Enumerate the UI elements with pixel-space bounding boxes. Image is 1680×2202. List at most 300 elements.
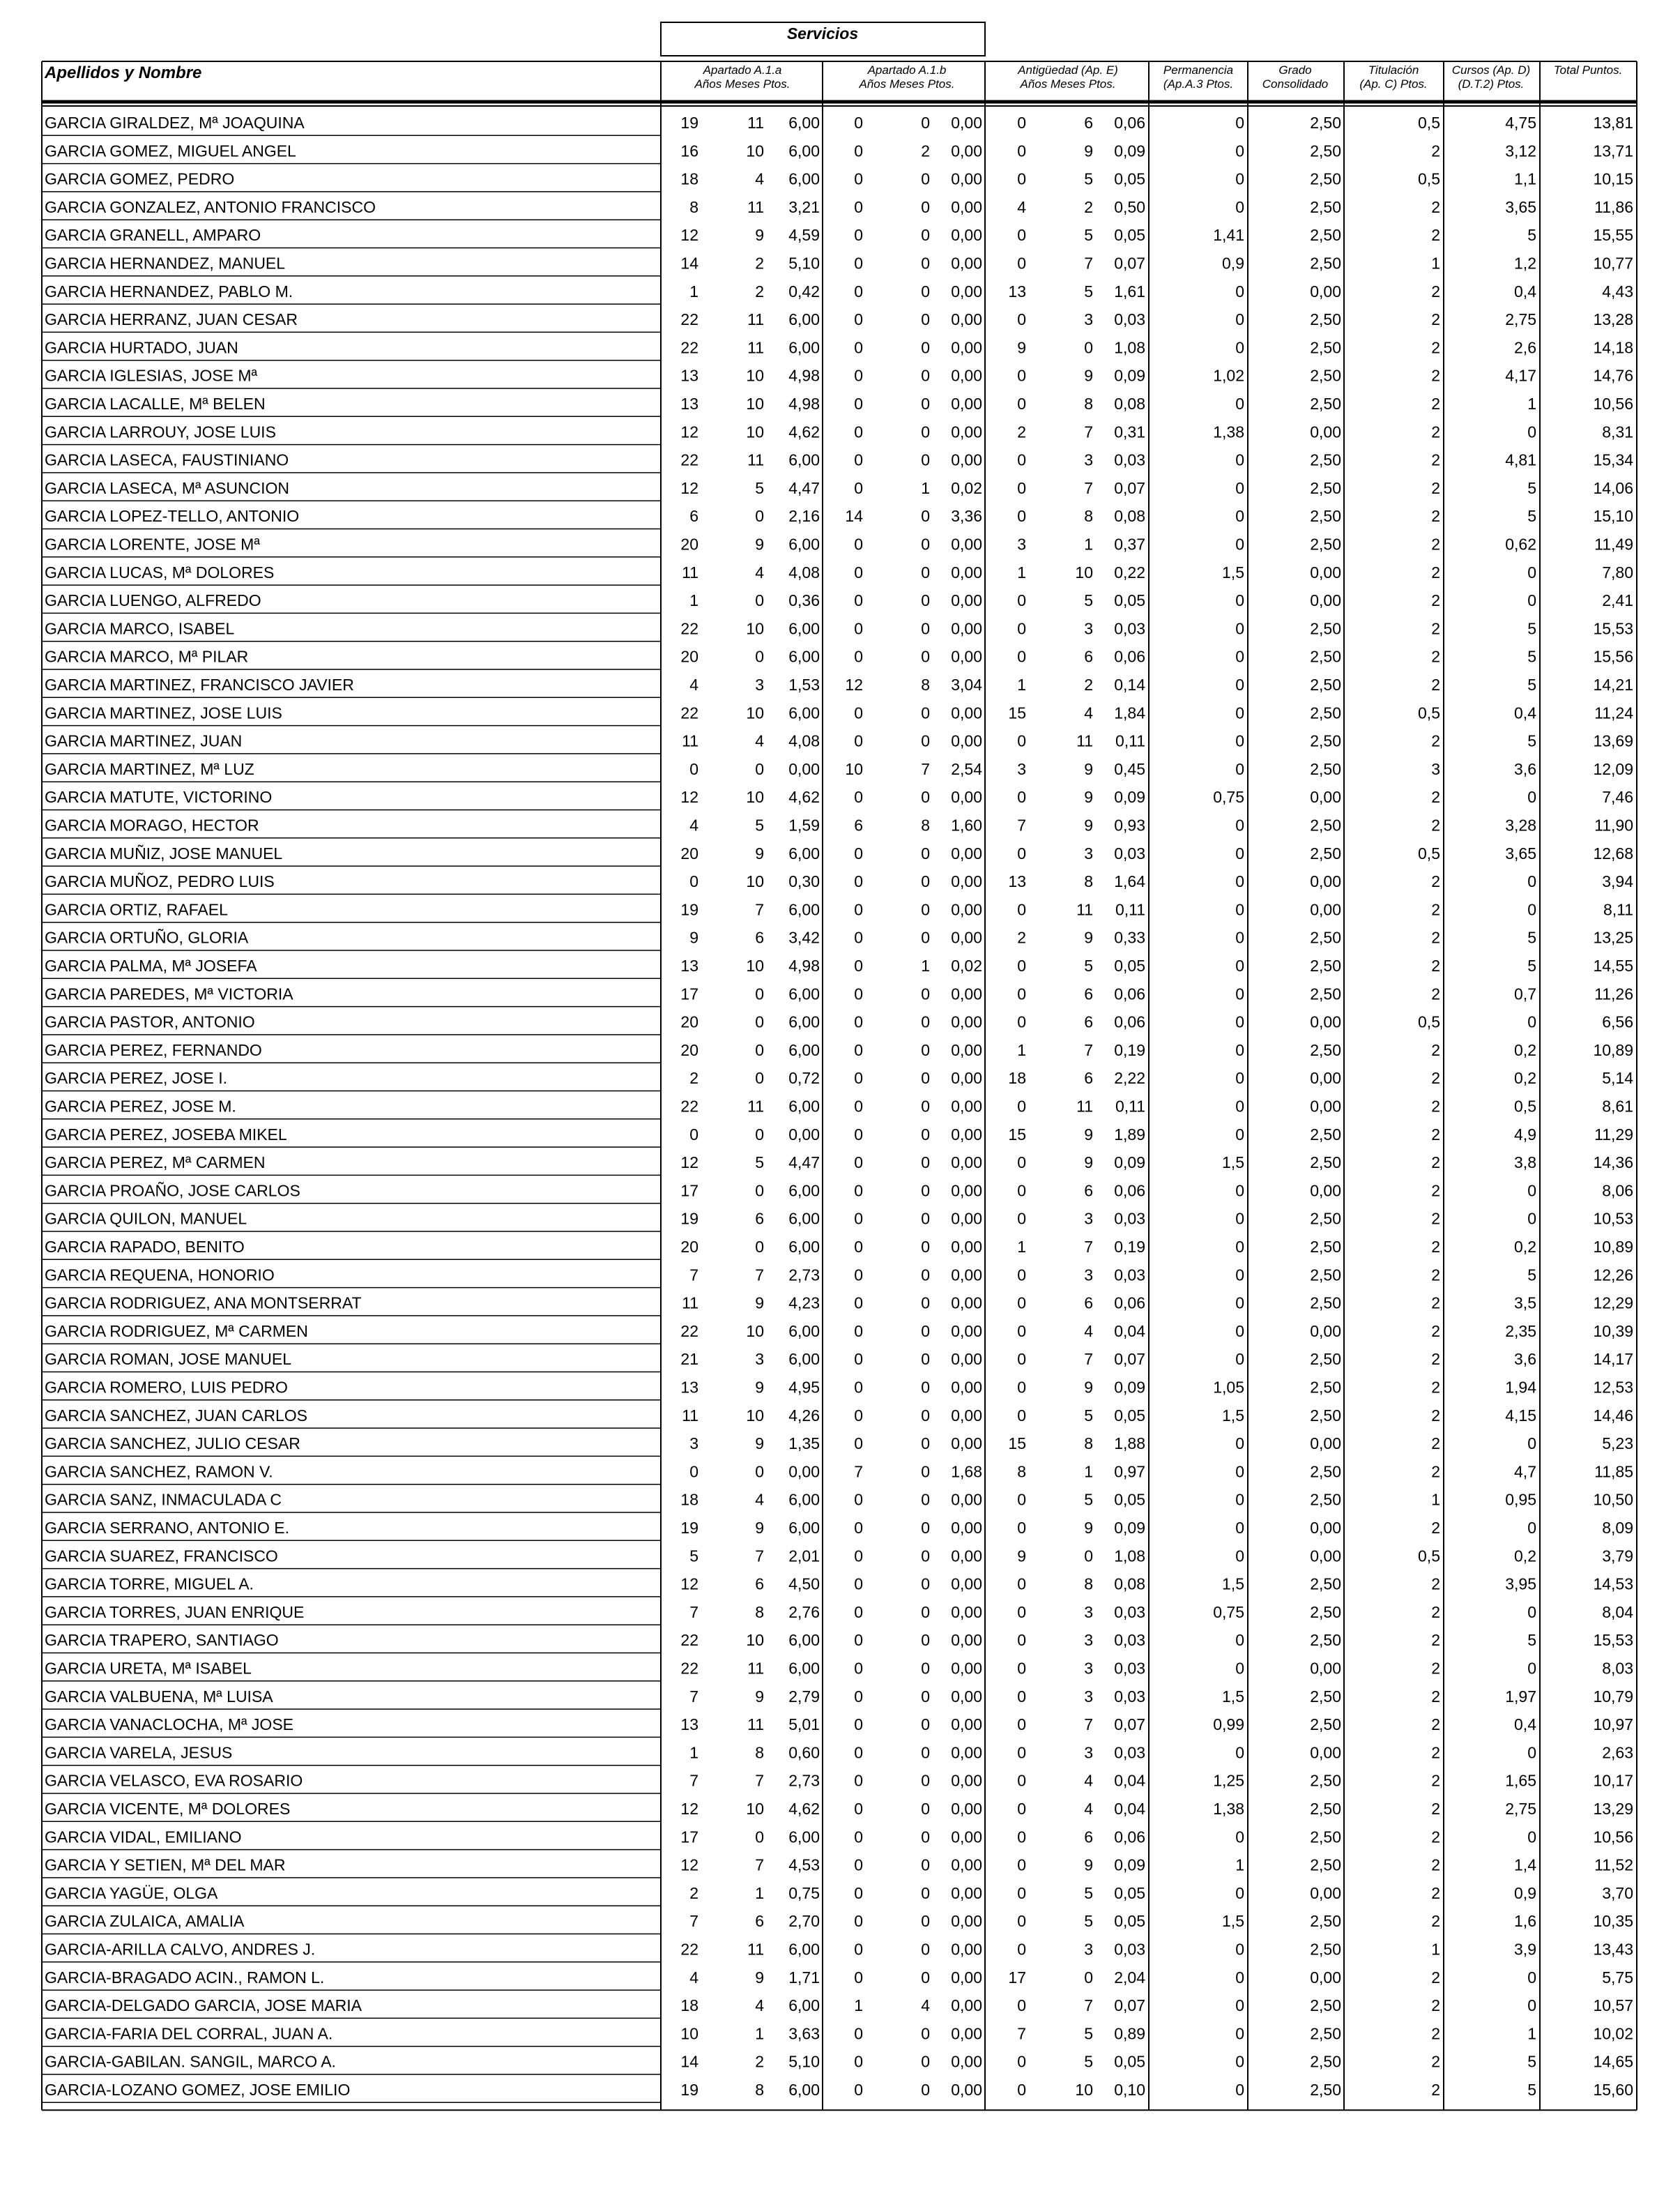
row-value: 0: [854, 395, 863, 413]
row-value: 2: [1431, 1153, 1440, 1172]
row-value: 0: [921, 1547, 930, 1565]
row-value: 0,00: [951, 1547, 982, 1565]
row-value: 11: [747, 197, 764, 216]
row-value: 0: [755, 1040, 764, 1059]
row-value: 0,06: [1114, 1181, 1145, 1200]
row-value: 2,50: [1310, 844, 1341, 863]
row-value: 6,00: [788, 450, 820, 469]
table-row: [42, 1041, 1633, 1063]
row-value: 0: [854, 1209, 863, 1228]
row-value: 0: [921, 2052, 930, 2071]
row-value: 0,00: [1310, 1968, 1341, 1987]
row-value: 2,50: [1310, 1602, 1341, 1621]
row-name: GARCIA MARTINEZ, FRANCISCO JAVIER: [45, 676, 354, 694]
row-value: 2,50: [1310, 114, 1341, 132]
row-value: 18: [680, 1996, 698, 2015]
row-value: 0,08: [1114, 395, 1145, 413]
row-value: 3: [1084, 1743, 1093, 1762]
row-name: GARCIA HERNANDEZ, PABLO M.: [45, 282, 293, 301]
row-value: 1,53: [788, 676, 820, 694]
row-value: 0: [1235, 2024, 1244, 2043]
row-value: 0: [921, 1153, 930, 1172]
row-value: 2: [1431, 310, 1440, 329]
row-value: 5: [1527, 1631, 1536, 1650]
row-value: 14,53: [1593, 1574, 1633, 1593]
row-value: 0: [1017, 478, 1026, 497]
row-value: 3,8: [1514, 1153, 1536, 1172]
row-value: 3: [1084, 1940, 1093, 1959]
row-value: 2: [1431, 676, 1440, 694]
table-row: [42, 1181, 1633, 1203]
row-value: 3,63: [788, 2024, 820, 2043]
row-value: 0: [921, 619, 930, 638]
row-value: 0,06: [1114, 1293, 1145, 1312]
row-value: 2: [1431, 197, 1440, 216]
row-value: 10: [746, 1631, 764, 1650]
row-value: 0,09: [1114, 788, 1145, 807]
row-value: 5: [1527, 226, 1536, 245]
row-value: 0: [1017, 1883, 1026, 1902]
row-value: 9: [1084, 1125, 1093, 1144]
row-value: 1,64: [1114, 872, 1145, 891]
row-value: 11,26: [1594, 985, 1633, 1003]
row-name: GARCIA SANCHEZ, JUAN CARLOS: [45, 1406, 308, 1425]
row-value: 4,59: [788, 226, 820, 245]
row-value: 6,00: [788, 535, 820, 554]
row-value: 0,09: [1114, 142, 1145, 160]
row-value: 2: [1431, 2024, 1440, 2043]
row-value: 0: [1017, 1996, 1026, 2015]
row-value: 0: [689, 1125, 698, 1144]
row-value: 0: [689, 1462, 698, 1481]
row-value: 6,00: [788, 985, 820, 1003]
row-value: 14,76: [1593, 366, 1633, 385]
row-value: 0: [1017, 395, 1026, 413]
row-value: 0: [921, 450, 930, 469]
row-value: 5: [755, 1153, 764, 1172]
table-row: [42, 1238, 1633, 1259]
row-value: 0: [854, 1238, 863, 1256]
row-value: 5: [1527, 1266, 1536, 1284]
row-value: 10,02: [1593, 2024, 1633, 2043]
row-value: 2: [1431, 2052, 1440, 2071]
row-value: 14,65: [1593, 2052, 1633, 2071]
row-value: 8,11: [1603, 900, 1633, 919]
row-value: 0: [921, 1659, 930, 1678]
row-value: 0: [1017, 1940, 1026, 1959]
row-value: 6: [1084, 1069, 1093, 1088]
row-value: 1: [921, 957, 930, 975]
row-value: 5: [1527, 928, 1536, 947]
row-value: 1,41: [1213, 226, 1244, 245]
row-value: 2: [1431, 928, 1440, 947]
row-value: 0: [854, 1153, 863, 1172]
row-value: 2,50: [1310, 366, 1341, 385]
row-value: 0,00: [951, 1406, 982, 1425]
row-value: 1: [1084, 1462, 1093, 1481]
row-value: 0: [854, 1715, 863, 1734]
row-value: 0,00: [1310, 1181, 1341, 1200]
servicios-header: Servicios: [786, 24, 859, 43]
row-value: 0: [1235, 1097, 1244, 1116]
row-value: 2: [1431, 1602, 1440, 1621]
row-value: 2,73: [788, 1771, 820, 1790]
row-name: GARCIA LARROUY, JOSE LUIS: [45, 423, 276, 441]
row-value: 0: [921, 900, 930, 919]
row-value: 1,71: [788, 1968, 820, 1987]
row-value: 6: [755, 1912, 764, 1931]
row-value: 0: [854, 226, 863, 245]
row-value: 2: [1431, 1378, 1440, 1397]
row-value: 5: [1084, 591, 1093, 610]
row-value: 2,6: [1514, 338, 1536, 357]
row-value: 0,07: [1114, 254, 1145, 273]
total-header: Total Puntos.: [1553, 63, 1623, 77]
row-value: 0,00: [1310, 1097, 1341, 1116]
row-value: 15: [1008, 1434, 1026, 1453]
cursos-header-line2: (D.T.2) Ptos.: [1458, 77, 1525, 91]
row-value: 19: [680, 900, 698, 919]
row-value: 6,00: [788, 1350, 820, 1369]
row-value: 22: [680, 1659, 698, 1678]
row-value: 0: [1017, 169, 1026, 188]
row-value: 0: [854, 1040, 863, 1059]
table-row: [42, 170, 1633, 192]
row-value: 2,50: [1310, 226, 1341, 245]
table-row: [42, 1996, 1633, 2018]
row-value: 2: [1431, 1912, 1440, 1931]
grado-header-line2: Consolidado: [1262, 77, 1329, 91]
row-value: 0: [854, 1378, 863, 1397]
row-value: 6,00: [788, 1659, 820, 1678]
row-value: 6: [1084, 1828, 1093, 1846]
row-value: 1,97: [1505, 1687, 1536, 1706]
row-value: 7: [689, 1266, 698, 1284]
row-value: 2,70: [788, 1912, 820, 1931]
row-value: 0,00: [1310, 423, 1341, 441]
row-value: 0,05: [1114, 1912, 1145, 1931]
table-row: [42, 2053, 1633, 2074]
row-value: 2,50: [1310, 759, 1341, 778]
row-value: 6,00: [788, 310, 820, 329]
table-row: [42, 1884, 1633, 1906]
row-value: 11: [747, 450, 764, 469]
row-value: 2: [1431, 1406, 1440, 1425]
row-value: 7: [1084, 1238, 1093, 1256]
row-value: 0: [1235, 985, 1244, 1003]
row-value: 2: [1431, 1097, 1440, 1116]
row-value: 0,33: [1114, 928, 1145, 947]
row-value: 0: [854, 1631, 863, 1650]
row-value: 0,04: [1114, 1321, 1145, 1340]
row-value: 3,70: [1602, 1883, 1633, 1902]
row-value: 0,2: [1514, 1238, 1536, 1256]
row-value: 5: [1527, 619, 1536, 638]
row-value: 4: [921, 1996, 930, 2015]
row-value: 0: [921, 1602, 930, 1621]
table-row: [42, 479, 1633, 501]
row-value: 0,00: [951, 1940, 982, 1959]
row-value: 10: [746, 788, 764, 807]
row-value: 0,72: [788, 1069, 820, 1088]
row-name: GARCIA-LOZANO GOMEZ, JOSE EMILIO: [45, 2081, 351, 2099]
row-value: 15,60: [1593, 2081, 1633, 2099]
row-value: 0,00: [951, 535, 982, 554]
row-value: 0: [1235, 844, 1244, 863]
row-value: 3: [1084, 1659, 1093, 1678]
row-value: 0: [854, 114, 863, 132]
row-name: GARCIA LORENTE, JOSE Mª: [45, 535, 260, 554]
row-value: 2: [1431, 1181, 1440, 1200]
row-value: 2: [1431, 1462, 1440, 1481]
table-row: [42, 1800, 1633, 1821]
table-row: [42, 1743, 1633, 1765]
table-row: [42, 423, 1633, 444]
row-value: 6: [1084, 1293, 1093, 1312]
row-value: 10,15: [1593, 169, 1633, 188]
row-value: 2: [1431, 395, 1440, 413]
row-name: GARCIA PASTOR, ANTONIO: [45, 1012, 255, 1031]
row-value: 2,50: [1310, 731, 1341, 750]
row-value: 0: [921, 226, 930, 245]
row-value: 0,00: [788, 1462, 820, 1481]
table-row: [42, 1125, 1633, 1147]
table-row: [42, 704, 1633, 725]
row-value: 11: [747, 338, 764, 357]
row-value: 12: [680, 423, 698, 441]
row-value: 2,79: [788, 1687, 820, 1706]
row-value: 0: [1235, 1181, 1244, 1200]
row-value: 14: [680, 2052, 698, 2071]
row-value: 8: [1084, 1434, 1093, 1453]
row-value: 0: [921, 1238, 930, 1256]
row-value: 9: [755, 844, 764, 863]
row-name: GARCIA ORTIZ, RAFAEL: [45, 900, 228, 919]
row-value: 0: [854, 338, 863, 357]
row-value: 0: [921, 731, 930, 750]
row-value: 2,50: [1310, 1771, 1341, 1790]
row-value: 11: [682, 563, 698, 582]
row-value: 7: [1084, 423, 1093, 441]
row-value: 2,50: [1310, 395, 1341, 413]
row-value: 2,50: [1310, 310, 1341, 329]
row-value: 0,00: [951, 731, 982, 750]
row-value: 1,25: [1213, 1771, 1244, 1790]
row-value: 4,98: [788, 957, 820, 975]
row-value: 4,47: [788, 478, 820, 497]
row-value: 5,10: [788, 2052, 820, 2071]
row-value: 0,00: [951, 704, 982, 722]
row-value: 17: [680, 1181, 698, 1200]
permanencia-header-line2: (Ap.A.3 Ptos.: [1163, 77, 1234, 91]
row-value: 2: [755, 282, 764, 301]
row-value: 1: [1235, 1855, 1244, 1874]
row-value: 2,50: [1310, 704, 1341, 722]
row-value: 0: [689, 872, 698, 891]
row-value: 0,5: [1418, 704, 1440, 722]
row-value: 0: [1527, 1996, 1536, 2015]
row-value: 0,00: [951, 1996, 982, 2015]
row-value: 0: [1017, 591, 1026, 610]
table-row: [42, 395, 1633, 416]
row-name: GARCIA GOMEZ, PEDRO: [45, 169, 235, 188]
row-value: 2: [1431, 226, 1440, 245]
row-value: 0: [1235, 1968, 1244, 1987]
row-value: 16: [680, 142, 698, 160]
row-value: 11,49: [1594, 535, 1633, 554]
row-value: 0: [1017, 507, 1026, 526]
row-value: 0: [1527, 563, 1536, 582]
row-value: 0,09: [1114, 1153, 1145, 1172]
row-value: 0: [1527, 591, 1536, 610]
row-value: 0: [1527, 788, 1536, 807]
row-value: 5: [1527, 478, 1536, 497]
row-value: 0,03: [1114, 1687, 1145, 1706]
row-name: GARCIA SANCHEZ, RAMON V.: [45, 1462, 273, 1481]
row-value: 0: [854, 197, 863, 216]
row-value: 2: [1431, 1743, 1440, 1762]
row-value: 0: [1017, 1715, 1026, 1734]
table-row: [42, 648, 1633, 669]
table-row: [42, 1294, 1633, 1316]
row-name: GARCIA MUÑOZ, PEDRO LUIS: [45, 872, 275, 891]
row-name: GARCIA MARCO, ISABEL: [45, 619, 235, 638]
row-value: 2: [1431, 591, 1440, 610]
row-value: 0,00: [951, 1069, 982, 1088]
row-name: GARCIA LACALLE, Mª BELEN: [45, 395, 266, 413]
row-value: 9: [1084, 142, 1093, 160]
row-value: 3: [1017, 535, 1026, 554]
row-value: 4,62: [788, 788, 820, 807]
row-value: 4,23: [788, 1293, 820, 1312]
row-value: 6,00: [788, 844, 820, 863]
row-value: 8: [1084, 872, 1093, 891]
row-value: 2: [1431, 282, 1440, 301]
row-value: 0: [1017, 1266, 1026, 1284]
row-value: 0,00: [951, 985, 982, 1003]
row-value: 7,46: [1602, 788, 1633, 807]
row-value: 9: [1017, 1547, 1026, 1565]
row-value: 0,09: [1114, 1378, 1145, 1397]
row-value: 0: [854, 282, 863, 301]
row-value: 6: [854, 816, 863, 835]
row-value: 0: [921, 1181, 930, 1200]
row-value: 0: [854, 1069, 863, 1088]
row-name: GARCIA HURTADO, JUAN: [45, 338, 238, 357]
row-value: 1,68: [951, 1462, 982, 1481]
row-value: 0,11: [1115, 1097, 1145, 1116]
row-value: 0,00: [951, 844, 982, 863]
row-value: 2: [1431, 1771, 1440, 1790]
row-value: 0,19: [1114, 1238, 1145, 1256]
row-value: 11: [1076, 1097, 1093, 1116]
row-value: 4,98: [788, 395, 820, 413]
row-value: 0: [1017, 450, 1026, 469]
row-value: 2: [1431, 1996, 1440, 2015]
row-value: 1,84: [1114, 704, 1145, 722]
row-value: 9: [755, 1968, 764, 1987]
row-value: 19: [680, 1209, 698, 1228]
row-value: 0: [921, 985, 930, 1003]
row-value: 0: [1017, 900, 1026, 919]
row-value: 4,95: [788, 1378, 820, 1397]
row-value: 4,47: [788, 1153, 820, 1172]
row-value: 4,7: [1514, 1462, 1536, 1481]
row-value: 2: [755, 2052, 764, 2071]
table-row: [42, 1912, 1633, 1934]
row-value: 10: [845, 759, 863, 778]
row-value: 0,00: [951, 619, 982, 638]
row-value: 0,60: [788, 1743, 820, 1762]
row-value: 1,88: [1114, 1434, 1145, 1453]
row-value: 0: [1527, 1828, 1536, 1846]
row-value: 0: [1017, 1687, 1026, 1706]
row-value: 3,04: [951, 676, 982, 694]
row-value: 1,60: [951, 816, 982, 835]
row-value: 10,77: [1593, 254, 1633, 273]
row-value: 9: [1084, 759, 1093, 778]
row-value: 2: [1431, 619, 1440, 638]
row-value: 1: [1017, 563, 1026, 582]
row-value: 12,68: [1593, 844, 1633, 863]
row-name: GARCIA PEREZ, JOSE I.: [45, 1069, 228, 1088]
table-row: [42, 1687, 1633, 1709]
row-value: 3: [1084, 1687, 1093, 1706]
row-value: 0: [1235, 2081, 1244, 2099]
table-row: [42, 1828, 1633, 1849]
row-value: 0: [1527, 1012, 1536, 1031]
row-value: 0: [921, 1490, 930, 1509]
row-value: 0: [854, 1434, 863, 1453]
row-name: GARCIA SANCHEZ, JULIO CESAR: [45, 1434, 300, 1453]
row-value: 6,00: [788, 704, 820, 722]
row-value: 1,59: [788, 816, 820, 835]
row-value: 2: [1431, 788, 1440, 807]
row-value: 7: [1084, 254, 1093, 273]
row-value: 2,50: [1310, 1209, 1341, 1228]
row-value: 0,9: [1514, 1883, 1536, 1902]
row-value: 6,00: [788, 1519, 820, 1537]
table-row: [42, 817, 1633, 838]
row-value: 2,50: [1310, 1406, 1341, 1425]
row-value: 0,10: [1114, 2081, 1145, 2099]
row-value: 11: [747, 1940, 764, 1959]
row-name: GARCIA MORAGO, HECTOR: [45, 816, 259, 835]
row-value: 0,99: [1213, 1715, 1244, 1734]
row-value: 4: [755, 563, 764, 582]
row-value: 10: [746, 619, 764, 638]
row-value: 5,14: [1602, 1069, 1633, 1088]
row-value: 2: [1431, 1828, 1440, 1846]
row-value: 4,43: [1602, 282, 1633, 301]
row-value: 0,19: [1114, 1040, 1145, 1059]
row-value: 12,26: [1593, 1266, 1633, 1284]
row-name: GARCIA-BRAGADO ACIN., RAMON L.: [45, 1968, 325, 1987]
row-value: 6,00: [788, 1996, 820, 2015]
row-value: 9: [1084, 1153, 1093, 1172]
row-name: GARCIA GONZALEZ, ANTONIO FRANCISCO: [45, 197, 376, 216]
row-value: 20: [680, 1238, 698, 1256]
table-body: [42, 114, 1633, 2102]
row-value: 0,11: [1115, 731, 1145, 750]
row-value: 3,28: [1505, 816, 1536, 835]
row-value: 2: [1431, 1434, 1440, 1453]
row-value: 17: [1008, 1968, 1026, 1987]
row-value: 10: [746, 366, 764, 385]
row-value: 2,50: [1310, 928, 1341, 947]
row-value: 0: [921, 1883, 930, 1902]
antiguedad-header-line1: Antigüedad (Ap. E): [1018, 63, 1118, 77]
